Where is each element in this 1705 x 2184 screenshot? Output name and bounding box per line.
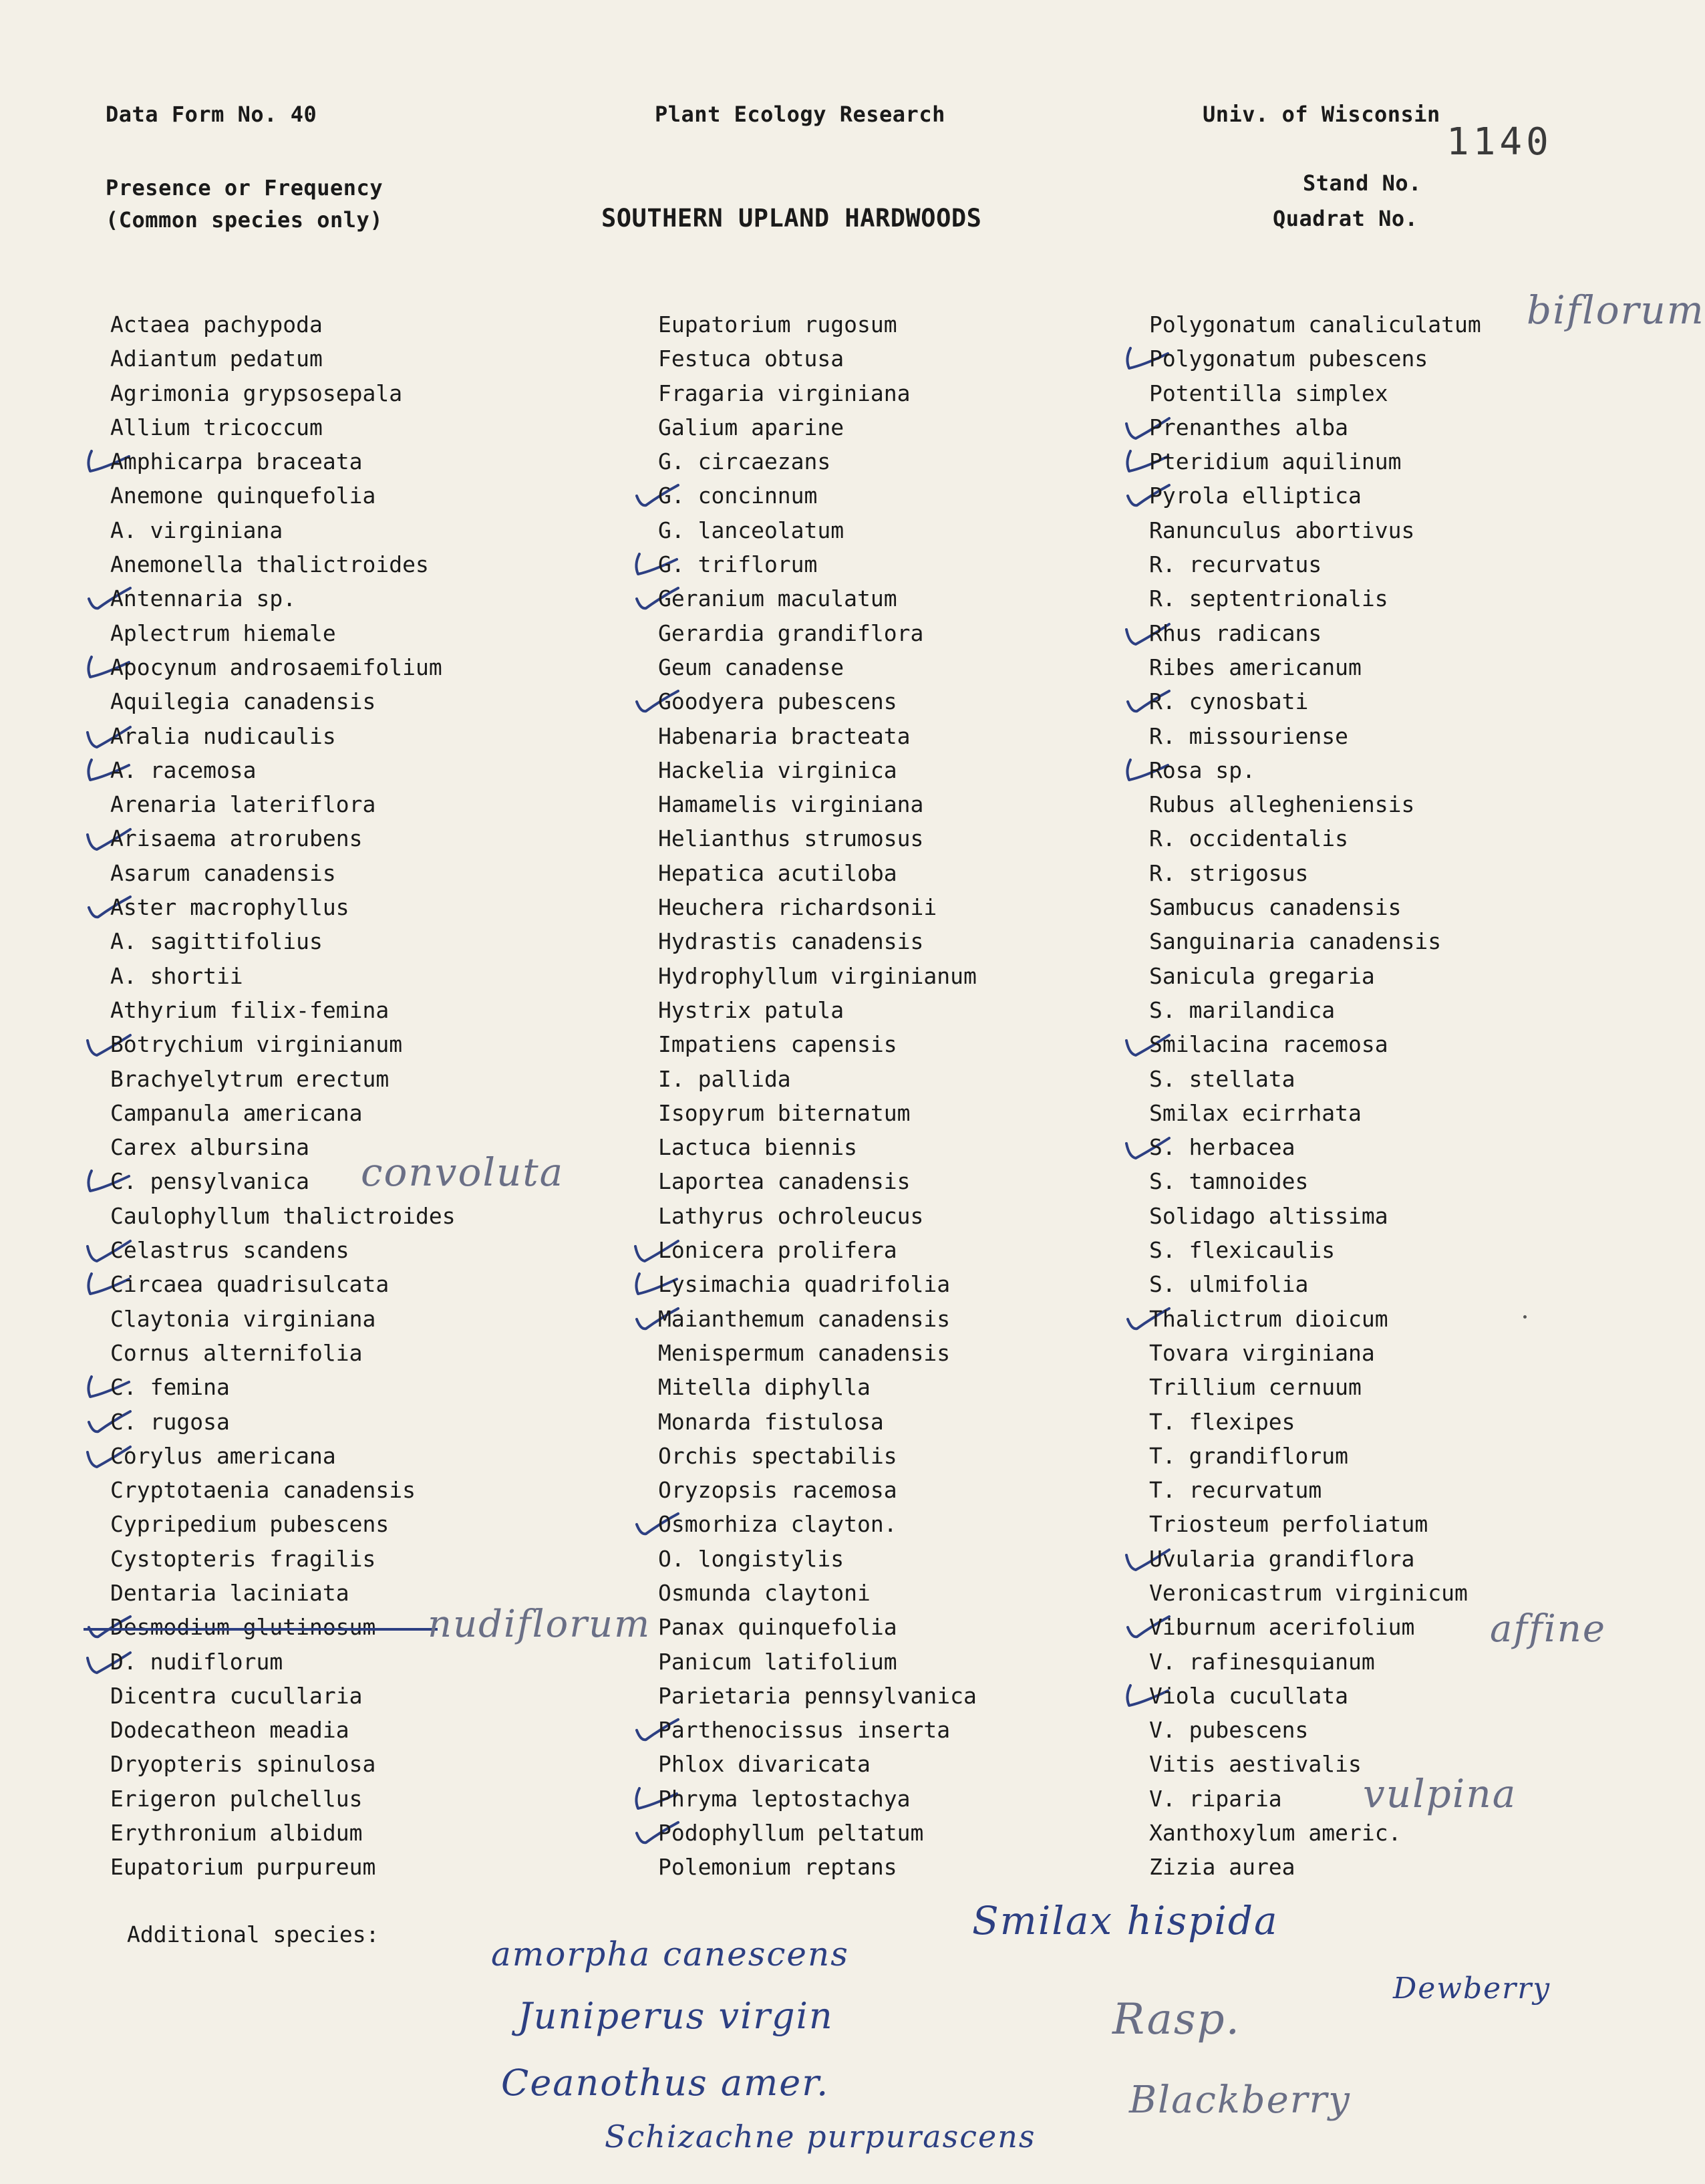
species-item bbox=[1149, 1439, 1657, 1473]
species-name: Allium tricoccum bbox=[110, 414, 323, 440]
species-name: Aquilegia canadensis bbox=[110, 688, 376, 715]
species-item bbox=[658, 1542, 1166, 1576]
species-name: C. femina bbox=[110, 1374, 230, 1401]
species-item bbox=[1149, 547, 1657, 581]
species-name: Habenaria bracteata bbox=[658, 722, 911, 749]
species-item bbox=[1149, 924, 1657, 958]
species-name: Cryptotaenia canadensis bbox=[110, 1477, 416, 1504]
species-item bbox=[1149, 410, 1657, 444]
species-item bbox=[110, 821, 618, 855]
species-item bbox=[1149, 376, 1657, 410]
species-name: Monarda fistulosa bbox=[658, 1408, 884, 1435]
species-name: Sambucus canadensis bbox=[1149, 894, 1402, 921]
note-rasp: Rasp. bbox=[1112, 1995, 1241, 2044]
species-item bbox=[110, 410, 618, 444]
species-name: Hydrophyllum virginianum bbox=[658, 962, 977, 989]
organization: Plant Ecology Research bbox=[655, 102, 945, 127]
species-item bbox=[1149, 1336, 1657, 1370]
species-name: Viola cucullata bbox=[1149, 1682, 1349, 1709]
species-name: Cypripedium pubescens bbox=[110, 1511, 390, 1538]
species-item bbox=[1149, 1130, 1657, 1164]
species-item bbox=[658, 856, 1166, 890]
species-name: A. virginiana bbox=[110, 517, 283, 543]
species-name: Prenanthes alba bbox=[1149, 414, 1349, 440]
stamp-number: 1140 bbox=[1446, 120, 1553, 164]
species-item bbox=[658, 1747, 1166, 1781]
species-item bbox=[110, 342, 618, 376]
species-item bbox=[1149, 821, 1657, 855]
species-name: Polygonatum canaliculatum bbox=[1149, 311, 1481, 337]
species-name: Arenaria lateriflora bbox=[110, 791, 376, 818]
species-name: Parietaria pennsylvanica bbox=[658, 1682, 977, 1709]
species-item bbox=[658, 513, 1166, 547]
species-name: Rubus allegheniensis bbox=[1149, 791, 1415, 818]
species-item bbox=[658, 1027, 1166, 1061]
species-name: C. rugosa bbox=[110, 1408, 230, 1435]
species-name: A. shortii bbox=[110, 962, 243, 989]
species-name: G. triflorum bbox=[658, 551, 818, 578]
species-item bbox=[110, 547, 618, 581]
species-item bbox=[110, 753, 618, 787]
species-name: Lathyrus ochroleucus bbox=[658, 1202, 924, 1229]
additional-species-label: Additional species: bbox=[127, 1921, 379, 1947]
species-name: Polygonatum pubescens bbox=[1149, 346, 1428, 372]
species-name: R. occidentalis bbox=[1149, 825, 1349, 852]
species-item bbox=[1149, 1062, 1657, 1096]
note-smilax: Smilax hispida bbox=[972, 1898, 1279, 1943]
species-item bbox=[1149, 1542, 1657, 1576]
species-name: Dryopteris spinulosa bbox=[110, 1751, 376, 1778]
species-name: Menispermum canadensis bbox=[658, 1339, 951, 1366]
species-item bbox=[1149, 1713, 1657, 1747]
species-name: Goodyera pubescens bbox=[658, 688, 897, 715]
species-name: Aralia nudicaulis bbox=[110, 722, 336, 749]
species-name: Zizia aurea bbox=[1149, 1854, 1295, 1881]
species-item bbox=[110, 856, 618, 890]
note-schizachne: Schizachne purpurascens bbox=[605, 2119, 1036, 2155]
species-item bbox=[110, 1267, 618, 1301]
species-name: Impatiens capensis bbox=[658, 1031, 897, 1058]
species-item bbox=[1149, 1233, 1657, 1267]
species-item bbox=[658, 1713, 1166, 1747]
species-item bbox=[110, 1473, 618, 1507]
species-name: V. pubescens bbox=[1149, 1717, 1309, 1744]
strikethrough-line bbox=[84, 1627, 438, 1631]
species-name: Dodecatheon meadia bbox=[110, 1717, 349, 1744]
species-item bbox=[1149, 1679, 1657, 1713]
species-item bbox=[110, 650, 618, 684]
species-name: R. cynosbati bbox=[1149, 688, 1309, 715]
species-item bbox=[658, 1610, 1166, 1644]
species-item bbox=[658, 1473, 1166, 1507]
species-name: Lysimachia quadrifolia bbox=[658, 1271, 951, 1298]
species-name: Sanicula gregaria bbox=[1149, 962, 1375, 989]
species-item bbox=[1149, 719, 1657, 753]
species-item bbox=[658, 1439, 1166, 1473]
species-name: Agrimonia grypsosepala bbox=[110, 380, 403, 406]
species-name: Actaea pachypoda bbox=[110, 311, 323, 337]
species-item bbox=[110, 719, 618, 753]
species-item bbox=[658, 1199, 1166, 1233]
species-item bbox=[110, 993, 618, 1027]
species-name: Potentilla simplex bbox=[1149, 380, 1388, 406]
species-name: Phlox divaricata bbox=[658, 1751, 871, 1778]
species-name: Triosteum perfoliatum bbox=[1149, 1511, 1428, 1538]
species-item bbox=[1149, 650, 1657, 684]
species-column-left bbox=[110, 307, 618, 1885]
species-name: Orchis spectabilis bbox=[658, 1442, 897, 1469]
species-name: Asarum canadensis bbox=[110, 859, 336, 886]
species-name: Thalictrum dioicum bbox=[1149, 1305, 1388, 1332]
species-name: Hackelia virginica bbox=[658, 757, 897, 783]
species-name: Sanguinaria canadensis bbox=[1149, 928, 1442, 955]
species-name: Panicum latifolium bbox=[658, 1648, 897, 1675]
species-name: Athyrium filix-femina bbox=[110, 996, 390, 1023]
species-item bbox=[110, 1542, 618, 1576]
species-name: Osmorhiza clayton. bbox=[658, 1511, 897, 1538]
species-name: Lactuca biennis bbox=[658, 1134, 858, 1161]
species-name: Anemonella thalictroides bbox=[110, 551, 429, 578]
species-item bbox=[658, 1370, 1166, 1404]
species-item bbox=[110, 890, 618, 924]
species-item bbox=[1149, 444, 1657, 479]
species-item bbox=[110, 1302, 618, 1336]
species-name: I. pallida bbox=[658, 1065, 791, 1092]
species-name: Uvularia grandiflora bbox=[1149, 1545, 1415, 1572]
note-dewberry: Dewberry bbox=[1393, 1971, 1551, 2006]
species-item bbox=[1149, 479, 1657, 513]
species-item bbox=[658, 753, 1166, 787]
species-item bbox=[658, 1405, 1166, 1439]
note-amorpha: amorpha canescens bbox=[491, 1935, 849, 1973]
species-name: Claytonia virginiana bbox=[110, 1305, 376, 1332]
species-name: Apocynum androsaemifolium bbox=[110, 654, 442, 680]
species-item bbox=[658, 1164, 1166, 1198]
species-item bbox=[658, 1302, 1166, 1336]
species-name: Eupatorium purpureum bbox=[110, 1854, 376, 1881]
species-name: Brachyelytrum erectum bbox=[110, 1065, 390, 1092]
species-name: Phryma leptostachya bbox=[658, 1785, 911, 1812]
species-item bbox=[658, 1096, 1166, 1130]
species-item bbox=[658, 1850, 1166, 1884]
species-item bbox=[110, 787, 618, 821]
species-name: Heuchera richardsonii bbox=[658, 894, 937, 921]
species-name: Veronicastrum virginicum bbox=[1149, 1579, 1468, 1606]
species-name: Fragaria virginiana bbox=[658, 380, 911, 406]
page-title: SOUTHERN UPLAND HARDWOODS bbox=[601, 204, 982, 233]
species-name: Hystrix patula bbox=[658, 996, 844, 1023]
species-name: Aster macrophyllus bbox=[110, 894, 349, 921]
species-name: Osmunda claytoni bbox=[658, 1579, 871, 1606]
species-name: S. ulmifolia bbox=[1149, 1271, 1309, 1298]
note-blackberry: Blackberry bbox=[1129, 2078, 1351, 2122]
species-item bbox=[110, 444, 618, 479]
species-name: V. riparia bbox=[1149, 1785, 1282, 1812]
species-item bbox=[1149, 342, 1657, 376]
species-item bbox=[1149, 1576, 1657, 1610]
species-name: Xanthoxylum americ. bbox=[1149, 1820, 1402, 1847]
species-name: R. strigosus bbox=[1149, 859, 1309, 886]
species-item bbox=[658, 684, 1166, 718]
species-item bbox=[1149, 1370, 1657, 1404]
species-item bbox=[110, 1199, 618, 1233]
species-name: V. rafinesquianum bbox=[1149, 1648, 1375, 1675]
species-name: Parthenocissus inserta bbox=[658, 1717, 951, 1744]
species-name: Trillium cernuum bbox=[1149, 1374, 1362, 1401]
species-name: Anemone quinquefolia bbox=[110, 483, 376, 509]
species-item bbox=[1149, 616, 1657, 650]
species-name: Podophyllum peltatum bbox=[658, 1820, 924, 1847]
species-item bbox=[658, 821, 1166, 855]
species-name: Hamamelis virginiana bbox=[658, 791, 924, 818]
species-name: Tovara virginiana bbox=[1149, 1339, 1375, 1366]
species-name: Pteridium aquilinum bbox=[1149, 448, 1402, 475]
species-item bbox=[658, 1816, 1166, 1850]
species-item bbox=[658, 1507, 1166, 1541]
species-item bbox=[658, 581, 1166, 616]
species-item bbox=[1149, 684, 1657, 718]
species-name: Oryzopsis racemosa bbox=[658, 1477, 897, 1504]
species-item bbox=[1149, 1816, 1657, 1850]
species-item bbox=[658, 1062, 1166, 1096]
species-name: Mitella diphylla bbox=[658, 1374, 871, 1401]
species-name: G. concinnum bbox=[658, 483, 818, 509]
species-name: Caulophyllum thalictroides bbox=[110, 1202, 456, 1229]
species-item bbox=[658, 307, 1166, 342]
species-item bbox=[658, 787, 1166, 821]
species-name: Arisaema atrorubens bbox=[110, 825, 363, 852]
species-item bbox=[658, 547, 1166, 581]
species-name: S. flexicaulis bbox=[1149, 1237, 1336, 1264]
species-item bbox=[110, 479, 618, 513]
species-name: Vitis aestivalis bbox=[1149, 1751, 1362, 1778]
species-name: Viburnum acerifolium bbox=[1149, 1614, 1415, 1641]
species-name: Gerardia grandiflora bbox=[658, 620, 924, 646]
species-name: Dentaria laciniata bbox=[110, 1579, 349, 1606]
species-name: Polemonium reptans bbox=[658, 1854, 897, 1881]
species-name: Festuca obtusa bbox=[658, 346, 844, 372]
species-item bbox=[1149, 1199, 1657, 1233]
note-vulpina: vulpina bbox=[1363, 1771, 1517, 1816]
species-item bbox=[110, 307, 618, 342]
species-item bbox=[658, 479, 1166, 513]
species-item bbox=[110, 581, 618, 616]
species-item bbox=[658, 1782, 1166, 1816]
species-name: Cystopteris fragilis bbox=[110, 1545, 376, 1572]
species-name: Hydrastis canadensis bbox=[658, 928, 924, 955]
species-name: Maianthemum canadensis bbox=[658, 1305, 951, 1332]
species-item bbox=[1149, 856, 1657, 890]
species-item bbox=[1149, 959, 1657, 993]
species-item bbox=[1149, 993, 1657, 1027]
species-item bbox=[1149, 1405, 1657, 1439]
species-item bbox=[110, 1062, 618, 1096]
species-name: Desmodium glutinosum bbox=[110, 1614, 376, 1641]
species-item bbox=[1149, 1302, 1657, 1336]
species-name: Smilax ecirrhata bbox=[1149, 1099, 1362, 1126]
species-name: Ribes americanum bbox=[1149, 654, 1362, 680]
species-name: Celastrus scandens bbox=[110, 1237, 349, 1264]
species-item bbox=[1149, 1096, 1657, 1130]
species-item bbox=[110, 1096, 618, 1130]
species-name: Circaea quadrisulcata bbox=[110, 1271, 390, 1298]
species-item bbox=[110, 1336, 618, 1370]
note-juniperus: Juniperus virgin bbox=[518, 1995, 834, 2037]
species-item bbox=[658, 410, 1166, 444]
species-item bbox=[110, 924, 618, 958]
species-item bbox=[110, 1679, 618, 1713]
species-name: R. missouriense bbox=[1149, 722, 1349, 749]
species-item bbox=[1149, 1164, 1657, 1198]
species-item bbox=[658, 376, 1166, 410]
note-nudiflorum: nudiflorum bbox=[428, 1603, 651, 1646]
species-name: T. recurvatum bbox=[1149, 1477, 1322, 1504]
species-item bbox=[658, 616, 1166, 650]
species-item bbox=[110, 1747, 618, 1781]
species-item bbox=[1149, 787, 1657, 821]
species-name: R. recurvatus bbox=[1149, 551, 1322, 578]
species-item bbox=[658, 342, 1166, 376]
species-item bbox=[658, 890, 1166, 924]
species-name: Helianthus strumosus bbox=[658, 825, 924, 852]
species-name: Erigeron pulchellus bbox=[110, 1785, 363, 1812]
species-item bbox=[110, 1507, 618, 1541]
species-name: Cornus alternifolia bbox=[110, 1339, 363, 1366]
species-item bbox=[658, 444, 1166, 479]
species-item bbox=[658, 959, 1166, 993]
species-item bbox=[110, 513, 618, 547]
quadrat-no-label: Quadrat No. bbox=[1273, 206, 1418, 231]
species-item bbox=[110, 376, 618, 410]
species-name: T. grandiflorum bbox=[1149, 1442, 1349, 1469]
species-name: R. septentrionalis bbox=[1149, 585, 1388, 612]
species-name: Geum canadense bbox=[658, 654, 844, 680]
species-name: O. longistylis bbox=[658, 1545, 844, 1572]
species-name: Lonicera prolifera bbox=[658, 1237, 897, 1264]
common-species-label: (Common species only) bbox=[106, 207, 383, 233]
species-item bbox=[110, 1027, 618, 1061]
species-item bbox=[110, 1850, 618, 1884]
species-name: S. herbacea bbox=[1149, 1134, 1295, 1161]
species-item bbox=[1149, 890, 1657, 924]
species-name: Eupatorium rugosum bbox=[658, 311, 897, 337]
form-number: Data Form No. 40 bbox=[106, 102, 317, 127]
species-name: Rosa sp. bbox=[1149, 757, 1255, 783]
species-item bbox=[110, 1405, 618, 1439]
species-item bbox=[110, 1439, 618, 1473]
species-name: Ranunculus abortivus bbox=[1149, 517, 1415, 543]
note-biflorum: biflorum bbox=[1527, 287, 1705, 333]
species-item bbox=[1149, 1507, 1657, 1541]
species-name: A. racemosa bbox=[110, 757, 257, 783]
species-name: Hepatica acutiloba bbox=[658, 859, 897, 886]
species-item bbox=[110, 1645, 618, 1679]
species-item bbox=[110, 684, 618, 718]
species-name: Solidago altissima bbox=[1149, 1202, 1388, 1229]
presence-label: Presence or Frequency bbox=[106, 175, 383, 200]
species-name: Galium aparine bbox=[658, 414, 844, 440]
species-name: G. lanceolatum bbox=[658, 517, 844, 543]
species-item bbox=[110, 959, 618, 993]
species-name: A. sagittifolius bbox=[110, 928, 323, 955]
species-column-middle bbox=[658, 307, 1166, 1885]
species-name: T. flexipes bbox=[1149, 1408, 1295, 1435]
species-name: Adiantum pedatum bbox=[110, 346, 323, 372]
species-item bbox=[1149, 753, 1657, 787]
species-item bbox=[110, 1816, 618, 1850]
species-item bbox=[1149, 1267, 1657, 1301]
ink-dot bbox=[1523, 1315, 1527, 1319]
species-item bbox=[1149, 1027, 1657, 1061]
species-name: S. marilandica bbox=[1149, 996, 1336, 1023]
species-item bbox=[1149, 513, 1657, 547]
note-ceanothus: Ceanothus amer. bbox=[501, 2062, 830, 2104]
species-name: Aplectrum hiemale bbox=[110, 620, 336, 646]
species-item bbox=[658, 1576, 1166, 1610]
species-item bbox=[1149, 1850, 1657, 1884]
species-name: G. circaezans bbox=[658, 448, 831, 475]
species-item bbox=[658, 1679, 1166, 1713]
species-item bbox=[110, 1782, 618, 1816]
species-name: Smilacina racemosa bbox=[1149, 1031, 1388, 1058]
species-item bbox=[658, 993, 1166, 1027]
species-name: Carex albursina bbox=[110, 1134, 310, 1161]
species-item bbox=[110, 1370, 618, 1404]
species-name: Corylus americana bbox=[110, 1442, 336, 1469]
species-item bbox=[658, 1130, 1166, 1164]
species-name: Geranium maculatum bbox=[658, 585, 897, 612]
species-item bbox=[658, 650, 1166, 684]
species-name: Laportea canadensis bbox=[658, 1168, 911, 1195]
species-name: Rhus radicans bbox=[1149, 620, 1322, 646]
stand-no-label: Stand No. bbox=[1303, 170, 1422, 196]
species-name: S. tamnoides bbox=[1149, 1168, 1309, 1195]
species-item bbox=[1149, 581, 1657, 616]
note-affine: affine bbox=[1490, 1607, 1606, 1651]
species-name: Botrychium virginianum bbox=[110, 1031, 403, 1058]
species-item bbox=[658, 1336, 1166, 1370]
species-item bbox=[110, 616, 618, 650]
species-name: Campanula americana bbox=[110, 1099, 363, 1126]
species-item bbox=[658, 719, 1166, 753]
species-item bbox=[658, 1267, 1166, 1301]
species-name: Amphicarpa braceata bbox=[110, 448, 363, 475]
species-name: D. nudiflorum bbox=[110, 1648, 283, 1675]
species-name: Pyrola elliptica bbox=[1149, 483, 1362, 509]
species-name: Isopyrum biternatum bbox=[658, 1099, 911, 1126]
species-name: S. stellata bbox=[1149, 1065, 1295, 1092]
species-name: Panax quinquefolia bbox=[658, 1614, 897, 1641]
species-item bbox=[1149, 1473, 1657, 1507]
species-item bbox=[110, 1233, 618, 1267]
species-item bbox=[110, 1713, 618, 1747]
species-name: Antennaria sp. bbox=[110, 585, 297, 612]
species-name: Dicentra cucullaria bbox=[110, 1682, 363, 1709]
species-name: Erythronium albidum bbox=[110, 1820, 363, 1847]
note-convoluta: convoluta bbox=[361, 1149, 565, 1195]
species-item bbox=[658, 1645, 1166, 1679]
university: Univ. of Wisconsin bbox=[1203, 102, 1440, 127]
species-item bbox=[658, 924, 1166, 958]
species-name: C. pensylvanica bbox=[110, 1168, 310, 1195]
species-item bbox=[658, 1233, 1166, 1267]
